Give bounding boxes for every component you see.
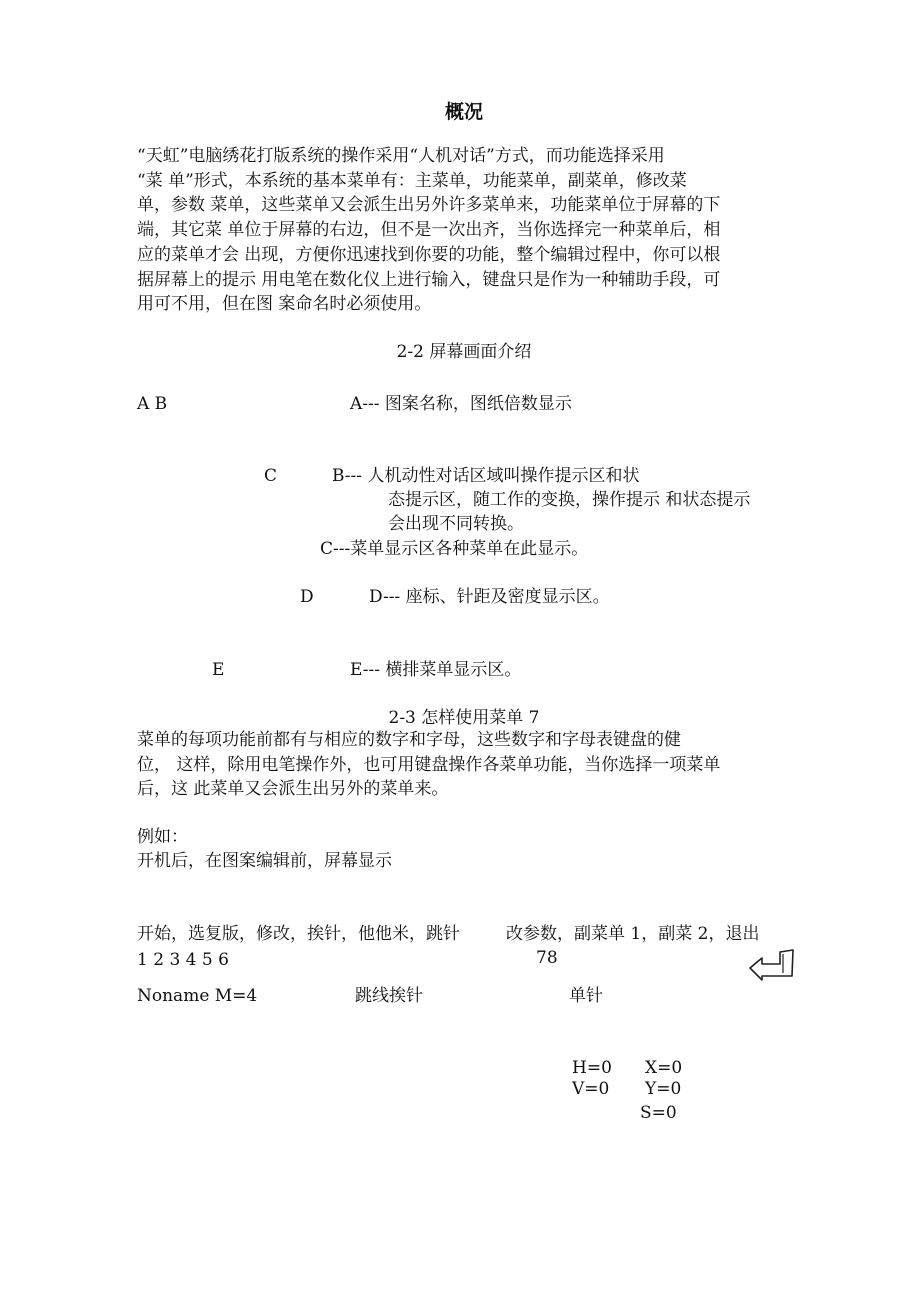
section-2-3-body (137, 728, 787, 802)
status-pattern-name: Noname M=4 (137, 986, 258, 1006)
return-arrow-icon (748, 946, 796, 982)
menu-numbers-right: 78 (536, 948, 558, 968)
body-line: 位， 这样，除用电笔操作外，也可用键盘操作各菜单功能，当你选择一项菜单 (137, 754, 721, 775)
label-e: E (212, 660, 225, 680)
label-ab: A B (137, 394, 168, 414)
intro-line: 端，其它菜 单位于屏幕的右边，但不是一次出齐，当你选择完一种菜单后，相 (137, 220, 721, 241)
label-d: D (300, 587, 314, 607)
desc-a: A--- 图案名称，图纸倍数显示 (350, 394, 572, 414)
intro-line: 用可不用，但在图 案命名时必须使用。 (137, 294, 432, 315)
body-line: 菜单的每项功能前都有与相应的数字和字母，这些数字和字母表键盘的健 (137, 730, 681, 750)
status-mode: 跳线挨针 (355, 986, 423, 1006)
intro-line: 据屏幕上的提示 用电笔在数化仪上进行输入，键盘只是作为一种辅助手段，可 (137, 269, 721, 290)
desc-b-line-1: B--- 人机动性对话区域叫操作提示区和状 (332, 466, 640, 486)
section-heading-2-2: 2-2 屏幕画面介绍 (396, 342, 532, 362)
intro-line: 单，参数 菜单，这些菜单又会派生出另外许多菜单来，功能菜单位于屏幕的下 (137, 195, 721, 216)
intro-line: “天虹”电脑绣花打版系统的操作采用“人机对话”方式，而功能选择采用 (137, 146, 665, 166)
menu-bar-left: 开始，选复版，修改，挨针，他他米，跳针 (137, 924, 460, 944)
coord-y: Y=0 (645, 1079, 682, 1099)
coord-h: H=0 (572, 1058, 612, 1078)
desc-d: D--- 座标、针距及密度显示区。 (369, 587, 610, 607)
intro-line: 应的菜单才会 出现，方便你迅速找到你要的功能，整个编辑过程中，你可以根 (137, 244, 721, 265)
section-heading-2-3: 2-3 怎样使用菜单 7 (388, 708, 540, 728)
status-stitch: 单针 (569, 986, 603, 1006)
coord-s: S=0 (640, 1103, 677, 1123)
menu-bar-right: 改参数，副菜单 1，副菜 2，退出 (506, 924, 760, 944)
desc-b-line-2: 态提示区，随工作的变换，操作提示 和状态提示 (388, 490, 751, 510)
desc-e: E--- 横排菜单显示区。 (350, 660, 522, 680)
page-title: 概况 (444, 101, 483, 123)
intro-line: “菜 单”形式，本系统的基本菜单有：主菜单，功能菜单，副菜单，修改菜 (137, 170, 687, 191)
coord-v: V=0 (572, 1079, 610, 1099)
menu-numbers-left: 1 2 3 4 5 6 (137, 950, 229, 970)
example-desc: 开机后，在图案编辑前，屏幕显示 (137, 851, 392, 871)
example-label: 例如： (137, 827, 188, 847)
desc-c: C---菜单显示区各种菜单在此显示。 (320, 539, 589, 559)
label-c: C (264, 466, 278, 486)
body-line: 后，这 此菜单又会派生出另外的菜单来。 (137, 779, 449, 800)
desc-b-line-3: 会出现不同转换。 (388, 514, 524, 534)
intro-paragraph (137, 144, 787, 317)
coord-x: X=0 (645, 1058, 683, 1078)
